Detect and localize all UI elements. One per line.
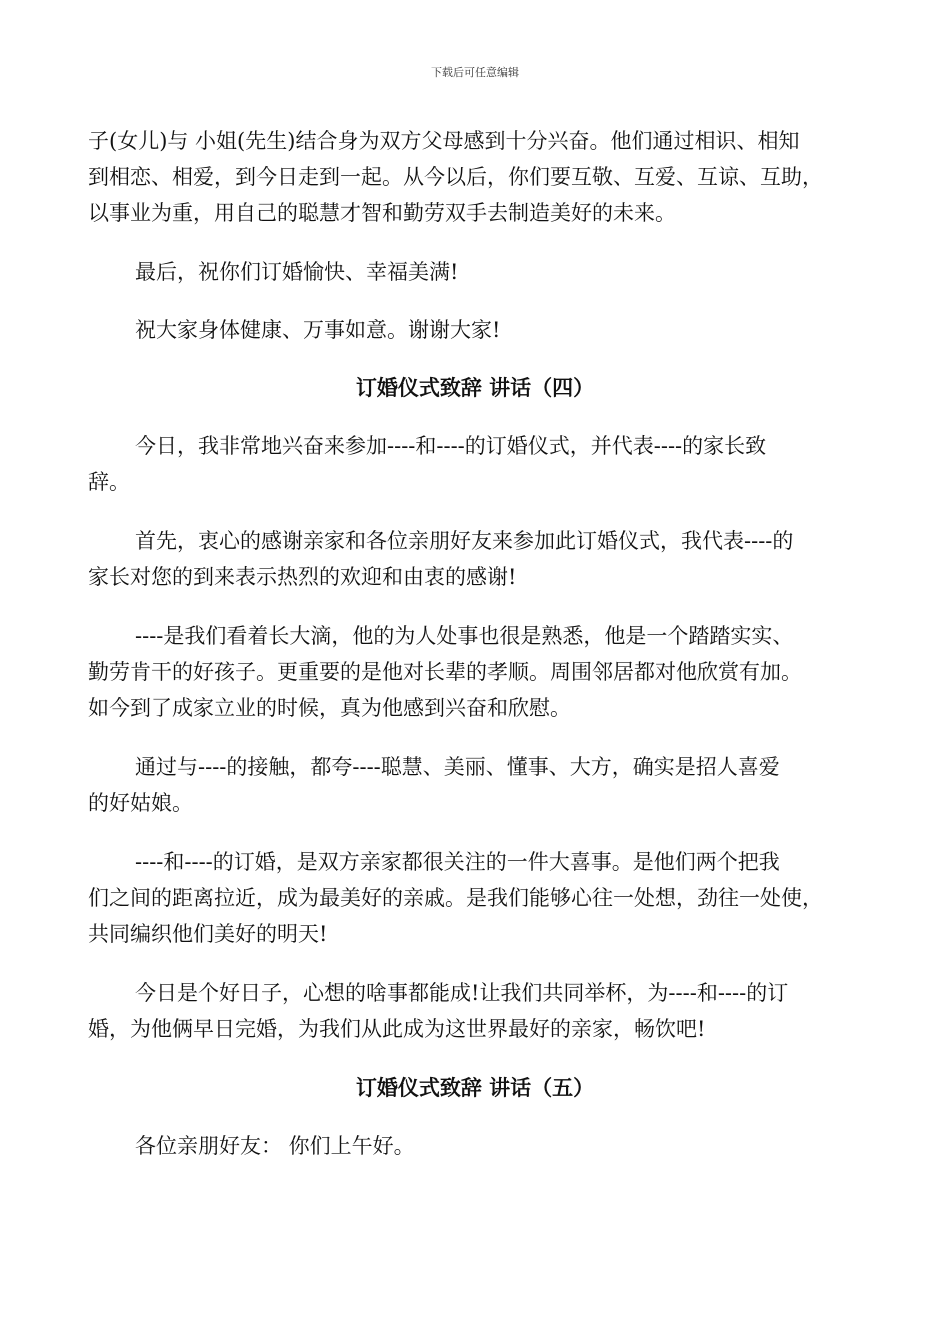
section-title: 订婚仪式致辞 讲话（五） bbox=[355, 1075, 595, 1100]
paragraph-line: 勤劳肯干的好孩子。更重要的是他对长辈的孝顺。周围邻居都对他欣赏有加。 bbox=[88, 660, 802, 684]
paragraph-line: 的好姑娘。 bbox=[88, 791, 193, 815]
paragraph-line: 以事业为重，用自己的聪慧才智和勤劳双手去制造美好的未来。 bbox=[88, 201, 676, 225]
paragraph-line: 家长对您的到来表示热烈的欢迎和由衷的感谢! bbox=[88, 565, 517, 589]
paragraph-line: 首先，衷心的感谢亲家和各位亲朋好友来参加此订婚仪式，我代表----的 bbox=[135, 529, 794, 553]
paragraph-line: 各位亲朋好友： 你们上午好。 bbox=[135, 1134, 415, 1158]
paragraph-line: 最后，祝你们订婚愉快、幸福美满! bbox=[135, 260, 459, 284]
paragraph-line: 到相恋、相爱，到今日走到一起。从今以后，你们要互敬、互爱、互谅、互助， bbox=[88, 165, 823, 189]
page-header: 下载后可任意编辑 bbox=[431, 66, 519, 79]
paragraph-line: 婚，为他俩早日完婚，为我们从此成为这世界最好的亲家，畅饮吧! bbox=[88, 1017, 706, 1041]
paragraph-line: 通过与----的接触，都夸----聪慧、美丽、懂事、大方，确实是招人喜爱 bbox=[135, 755, 780, 779]
paragraph-line: ----和----的订婚，是双方亲家都很关注的一件大喜事。是他们两个把我 bbox=[135, 850, 780, 874]
paragraph-line: ----是我们看着长大滴，他的为人处事也很是熟悉，他是一个踏踏实实、 bbox=[135, 624, 794, 648]
paragraph-line: 共同编织他们美好的明天! bbox=[88, 922, 328, 946]
paragraph-line: 如今到了成家立业的时候，真为他感到兴奋和欣慰。 bbox=[88, 696, 571, 720]
paragraph-line: 辞。 bbox=[88, 470, 130, 494]
paragraph-line: 今日，我非常地兴奋来参加----和----的订婚仪式，并代表----的家长致 bbox=[135, 434, 767, 458]
paragraph-line: 子(女儿)与 小姐(先生)结合身为双方父母感到十分兴奋。他们通过相识、相知 bbox=[88, 129, 800, 153]
section-title: 订婚仪式致辞 讲话（四） bbox=[355, 375, 595, 400]
paragraph-line: 祝大家身体健康、万事如意。谢谢大家! bbox=[135, 318, 501, 342]
paragraph-line: 今日是个好日子，心想的啥事都能成!让我们共同举杯，为----和----的订 bbox=[135, 981, 789, 1005]
paragraph-line: 们之间的距离拉近，成为最美好的亲戚。是我们能够心往一处想，劲往一处使， bbox=[88, 886, 823, 910]
